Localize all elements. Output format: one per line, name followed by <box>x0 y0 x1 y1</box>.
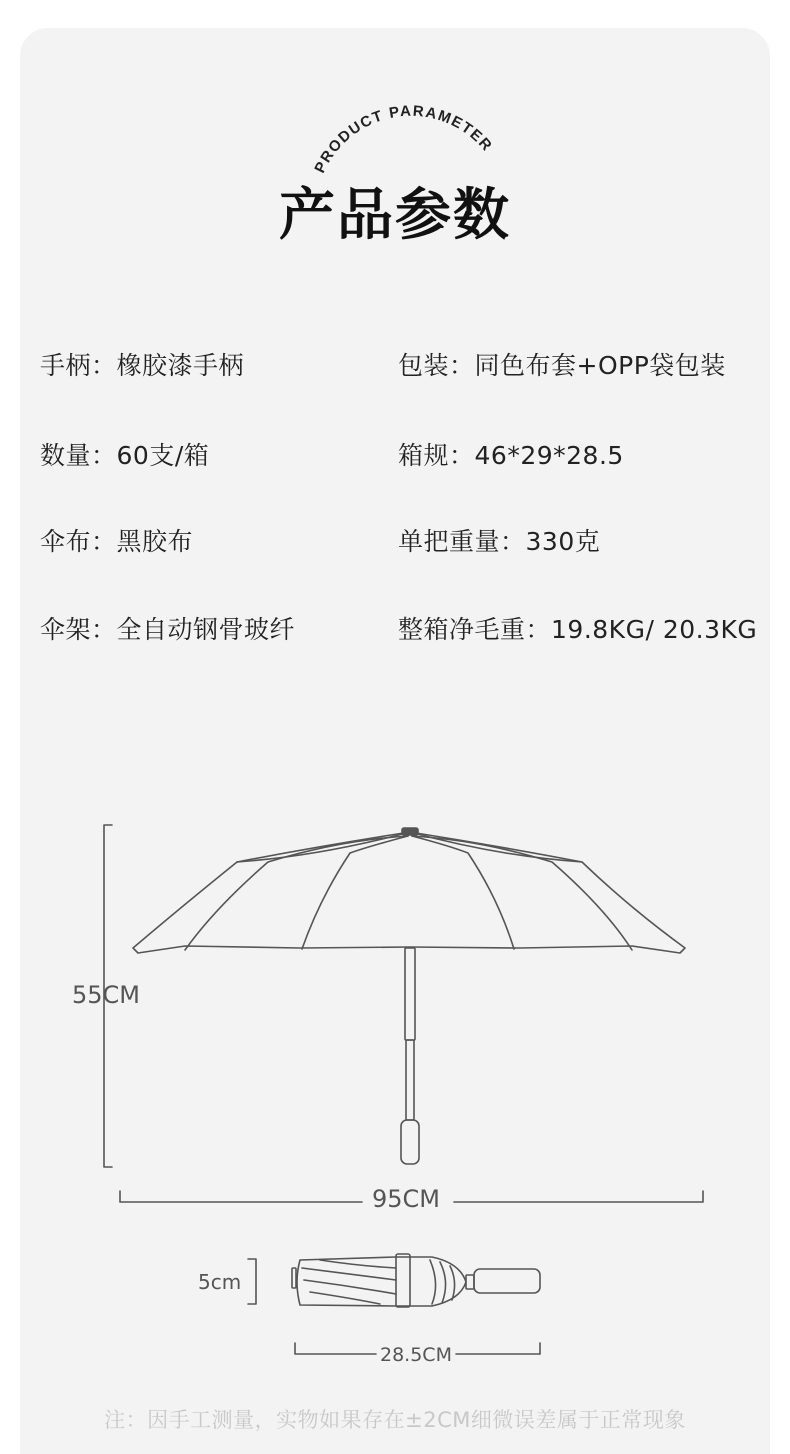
folded-length-label: 28.5CM <box>380 1344 452 1366</box>
spec-label: 箱规： <box>398 441 475 470</box>
spec-value: 19.8KG/ 20.3KG <box>551 615 758 644</box>
subtitle-text: PRODUCT PARAMETER <box>311 102 496 176</box>
spec-label: 单把重量： <box>398 527 526 556</box>
folded-diameter-label: 5cm <box>198 1270 242 1294</box>
spec-label: 伞布： <box>40 527 117 556</box>
canopy-outline <box>133 832 685 953</box>
disclaimer-note: 注：因手工测量，实物如果存在±2CM细微误差属于正常现象 <box>104 1408 686 1432</box>
spec-label: 手柄： <box>40 351 117 380</box>
spec-value: 全自动钢骨玻纤 <box>116 615 296 644</box>
spec-value: 同色布套+OPP袋包装 <box>474 351 726 380</box>
spec-value: 60支/箱 <box>116 441 210 470</box>
spec-label: 伞架： <box>40 615 117 644</box>
product-parameter-card <box>20 28 770 1454</box>
spec-value: 橡胶漆手柄 <box>116 351 245 380</box>
umbrella-drawing <box>20 28 770 1454</box>
page-title: 产品参数 <box>279 183 511 248</box>
spec-label: 包装： <box>398 351 475 380</box>
spec-value: 黑胶布 <box>116 527 194 556</box>
spec-value: 330克 <box>525 527 601 556</box>
spec-value: 46*29*28.5 <box>474 441 624 470</box>
open-width-label: 95CM <box>372 1185 441 1213</box>
open-height-label: 55CM <box>72 981 141 1009</box>
spec-label: 数量： <box>40 441 117 470</box>
spec-label: 整箱净毛重： <box>398 615 552 644</box>
